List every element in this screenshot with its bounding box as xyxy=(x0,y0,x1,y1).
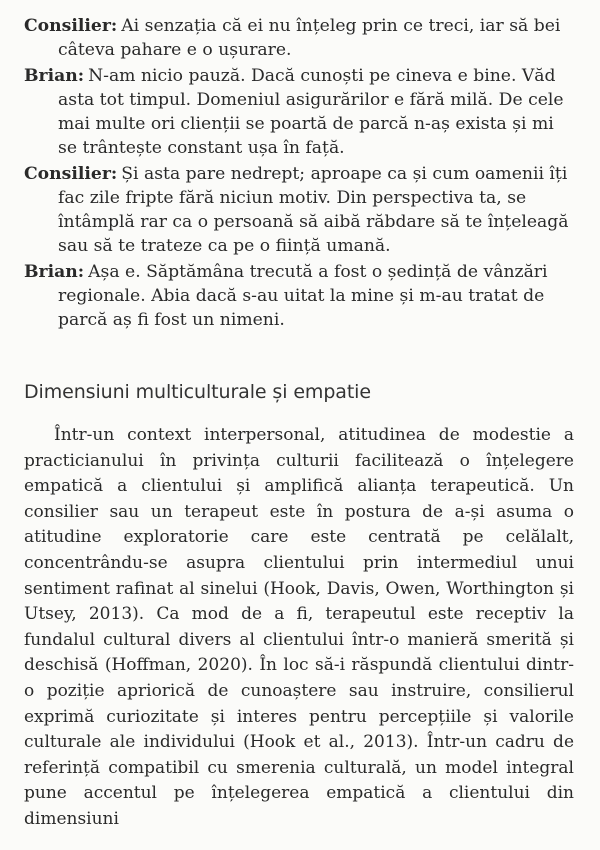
dialogue-line xyxy=(24,64,578,160)
body-paragraph: Într-un context interpersonal, atitudinea de modestie a practicianului în privința culturii facilitează o înțelegere empatică a clientului și amplifică alianța terapeutică. Un consilier sau un terapeut este în postura de a-și asuma o atitudine exploratorie care este centrată pe celălalt, concentrându-se asupra clientului prin intermediul unui sentiment rafinat al sinelui (Hook, Davis, Owen, Worthington și Utsey, 2013). Ca mod de a fi, terapeutul este receptiv la fundalul cultural divers al clientului într-o manieră smerită și deschisă (Hoffman, 2020). În loc să-i răspundă clientului dintr-o poziție apriorică de cunoaștere sau instruire, consilierul exprimă curiozitate și interes pentru percepțiile și valorile culturale ale individului (Hook et al., 2013). Într-un cadru de referință compatibil cu smerenia culturală, un model integral pune accentul pe înțelegerea empatică a clientului din dimensiuni xyxy=(24,425,574,829)
speaker-label: Brian: xyxy=(24,262,85,282)
section-heading: Dimensiuni multiculturale și empatie xyxy=(24,381,371,403)
dialogue-transcript xyxy=(24,14,578,332)
dialogue-entry xyxy=(24,162,578,258)
dialogue-entry xyxy=(24,14,578,62)
speaker-label: Brian: xyxy=(24,66,85,86)
dialogue-line xyxy=(24,260,578,332)
dialogue-line xyxy=(24,14,578,62)
speaker-label: Consilier: xyxy=(24,16,118,36)
dialogue-entry xyxy=(24,64,578,160)
dialogue-text: Și asta pare nedrept; aproape ca și cum oamenii îți fac zile fripte fără niciun motiv. Din perspectiva ta, se întâmplă rar ca o persoană să aibă răbdare să te înțeleagă sau să te trateze ca pe o ființă umană. xyxy=(58,164,569,256)
dialogue-text: N-am nicio pauză. Dacă cunoști pe cineva e bine. Văd asta tot timpul. Domeniul asigurărilor e fără milă. De cele mai multe ori clienții se poartă de parcă n-aș exista și mi se trântește constant ușa în față. xyxy=(58,66,564,158)
dialogue-line xyxy=(24,162,578,258)
dialogue-entry xyxy=(24,260,578,332)
speaker-label: Consilier: xyxy=(24,164,118,184)
dialogue-text: Ai senzația că ei nu înțeleg prin ce treci, iar să bei câteva pahare e o ușurare. xyxy=(58,16,561,60)
dialogue-text: Așa e. Săptămâna trecută a fost o ședință de vânzări regionale. Abia dacă s-au uitat la mine și m-au tratat de parcă aș fi fost un nimeni. xyxy=(58,262,548,330)
